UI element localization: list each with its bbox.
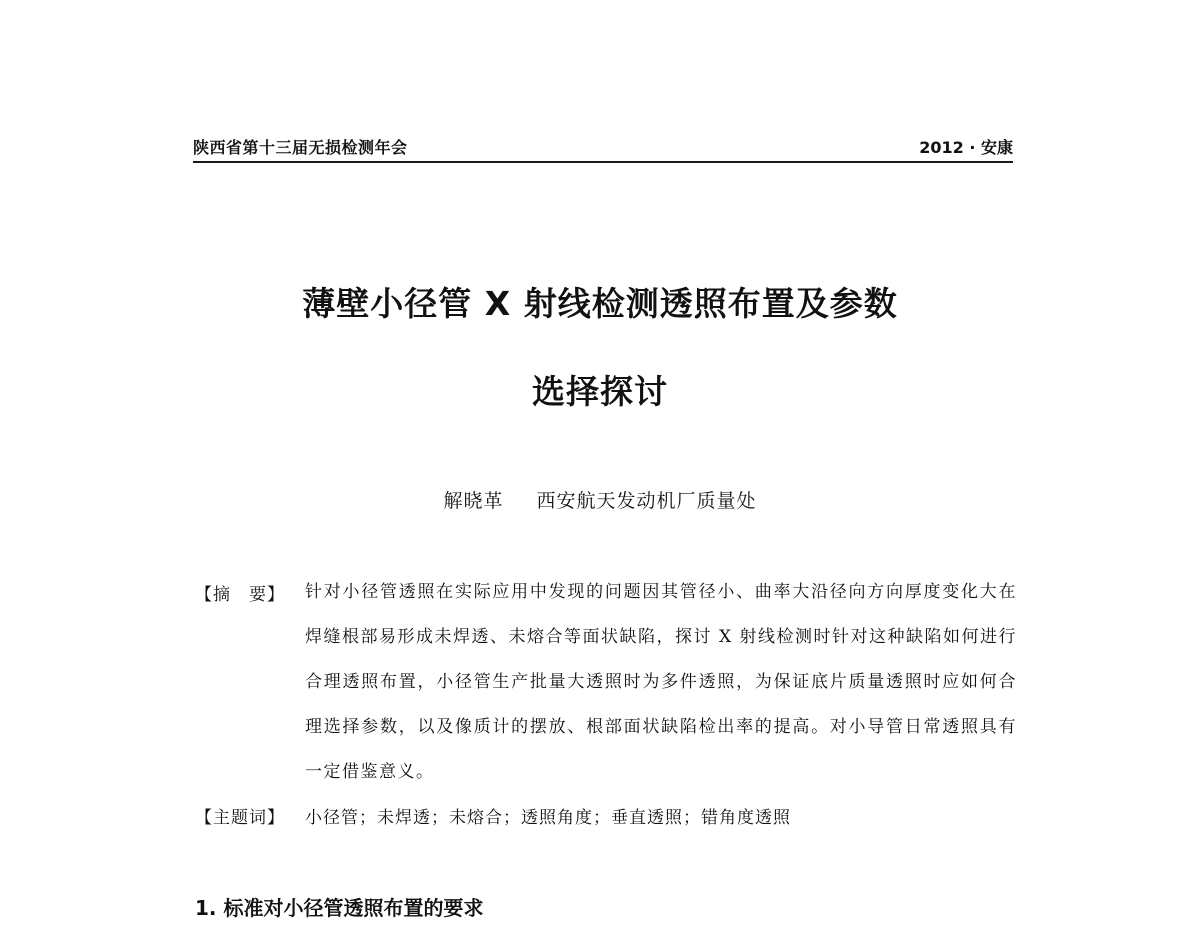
- author-affiliation: 西安航天发动机厂质量处: [536, 490, 757, 512]
- keywords-text: 小径管；未焊透；未熔合；透照角度；垂直透照；错角度透照: [305, 808, 791, 828]
- abstract-label: 【摘 要】: [195, 585, 285, 605]
- paper-title-line-2: 选择探讨: [532, 372, 668, 411]
- running-header: [193, 135, 1013, 163]
- year-place: 2012 · 安康: [919, 138, 1013, 157]
- paper-title-line-1: 薄壁小径管 X 射线检测透照布置及参数: [302, 284, 898, 323]
- abstract-text: 针对小径管透照在实际应用中发现的问题因其管径小、曲率大沿径向方向厚度变化大在焊缝根部易形成未焊透、未熔合等面状缺陷，探讨 X 射线检测时针对这种缺陷如何进行合理透照布置，小径管生产批量大透照时为多件透照，为保证底片质量透照时应如何合理选择参数，以及像质计的摆放、根部面状缺陷检出率的提高。对小导管日常透照具有一定借鉴意义。: [305, 582, 1017, 782]
- conference-name: 陕西省第十三届无损检测年会: [193, 138, 408, 157]
- author-name: 解晓革: [443, 490, 504, 512]
- author-line: [0, 486, 1200, 513]
- section-heading: 1. 标准对小径管透照布置的要求: [195, 896, 484, 920]
- keywords-label: 【主题词】: [195, 808, 285, 828]
